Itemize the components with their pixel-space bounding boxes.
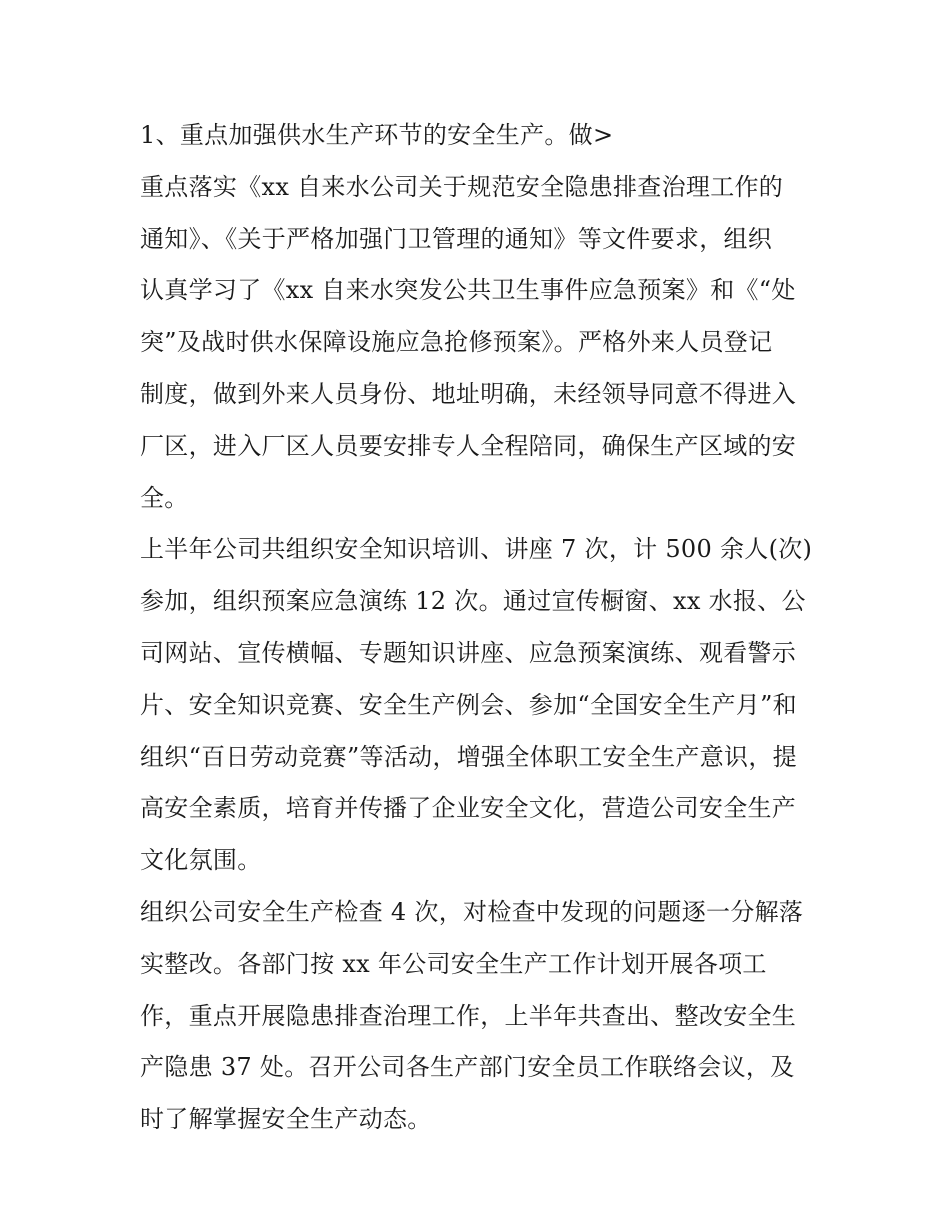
text-line: 产隐患 37 处。召开公司各生产部门安全员工作联络会议，及 [140, 1053, 795, 1082]
text-line: 厂区，进入厂区人员要安排专人全程陪同，确保生产区域的安 [140, 431, 797, 460]
text-line: 高安全素质，培育并传播了企业安全文化，营造公司安全生产 [140, 794, 797, 823]
text-line: 组织“百日劳动竞赛”等活动，增强全体职工安全生产意识，提 [140, 742, 797, 771]
text-line: 参加，组织预案应急演练 12 次。通过宣传橱窗、xx 水报、公 [140, 587, 806, 616]
text-line: 全。 [140, 483, 189, 512]
document-body [140, 110, 820, 1146]
text-line: 1、重点加强供水生产环节的安全生产。做> [140, 121, 614, 149]
text-line: 认真学习了《xx 自来水突发公共卫生事件应急预案》和《“处 [140, 276, 796, 305]
text-line: 作，重点开展隐患排查治理工作，上半年共查出、整改安全生 [140, 1001, 797, 1030]
text-line: 文化氛围。 [140, 846, 262, 875]
text-line: 制度，做到外来人员身份、地址明确，未经领导同意不得进入 [140, 379, 797, 408]
text-line: 实整改。各部门按 xx 年公司安全生产工作计划开展各项工 [140, 949, 767, 978]
text-line: 通知》、《关于严格加强门卫管理的通知》等文件要求，组织 [140, 224, 773, 253]
text-line: 组织公司安全生产检查 4 次，对检查中发现的问题逐一分解落 [140, 897, 804, 926]
text-line: 重点落实《xx 自来水公司关于规范安全隐患排查治理工作的 [140, 172, 784, 201]
text-line: 上半年公司共组织安全知识培训、讲座 7 次，计 500 余人(次) [140, 535, 813, 564]
text-line: 片、安全知识竞赛、安全生产例会、参加“全国安全生产月”和 [140, 690, 797, 719]
text-line: 突”及战时供水保障设施应急抢修预案》。严格外来人员登记 [140, 328, 773, 357]
text-line: 时了解掌握安全生产动态。 [140, 1105, 432, 1134]
text-line: 司网站、宣传横幅、专题知识讲座、应急预案演练、观看警示 [140, 638, 797, 667]
